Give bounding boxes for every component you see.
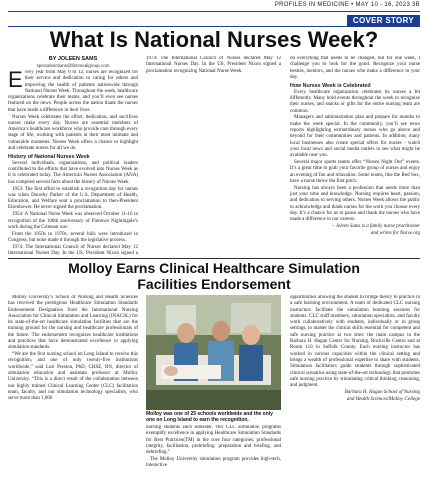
- timeline-1974: 1974: The International Council of Nurses declared May 12 International Nurses Day. In the US, President Nixon signed a: [8, 244, 138, 256]
- paragraph: nursing students each semester. Our CLC simulation programs exemplify excellence in applying Healthcare Simulation Standards for Best Practices(TM) in the core four categories: professional integrity, facilitation, prebriefing: preparation and briefing, and debriefing.”: [146, 425, 281, 456]
- article-column-1: [8, 70, 138, 256]
- byline-email: specialsections@libnmedigroup.com: [36, 63, 110, 68]
- story2-column-3: [290, 295, 420, 477]
- intro-paragraph: very year from May 6 to 12, nurses are recognized for their service and dedication to caring for others and improving the health of patients nationwide through National Nurses Week. Throughout the week, healthcare organizations celebrate their teams, and you’ll even see nurses featured on the news. People across the nation thank the nurses that have made a difference in their lives.: [8, 70, 138, 113]
- author-signature-2: and writes for Nurse.org: [370, 230, 420, 236]
- article-column-3: [290, 56, 420, 256]
- photo-illustration: [146, 295, 281, 410]
- paragraph: The Molloy University simulation program provides high-tech, interactive: [146, 456, 281, 469]
- header-rule: [8, 11, 420, 12]
- timeline-1953: 1953: The first effort to establish a recognition day for nurses was when Dorothy Parker of the U.S. Department of Health, Education, and Welfare sent a proclamation to then-President Eisenhower. He never signed the proclamation.: [8, 186, 138, 211]
- story2-headline-line2: Facilities Endorsement: [137, 276, 291, 292]
- subheading-how: How Nurses Week is Celebrated: [290, 82, 371, 89]
- byline-name: BY JOLEEN SAMS: [48, 56, 98, 62]
- photo-nursing-simulation: [146, 295, 281, 410]
- story-divider: [8, 258, 420, 259]
- paragraph: Molloy University’s School of Nursing and Health Sciences has received the prestigious Healthcare Simulation Standards Endorsement Designation from the International Nursing Association for Clinical Simulation and Learning (INACSL) for its state-of-the-art healthcare simulation facilities that are the training ground for the nursing and healthcare professionals of the future. The endorsement recognizes healthcare institutions and practices that have demonstrated excellence in applying simulation standards.: [8, 295, 138, 351]
- byline: [8, 56, 138, 69]
- timeline-1970s: From the 1950s to 1970s, several bills were introduced in Congress, but none made it through the legislative process.: [8, 231, 138, 243]
- subheading-history: History of National Nurses Week: [8, 153, 90, 160]
- paragraph: Nurses Week celebrates the effort, dedication, and sacrifices nurses make every day. Nurses are essential members of America’s healthcare workforce who provide care through every stage of life, working with patients at their most intimate and vulnerable moments. Nurses Week offers a chance to highlight and celebrate nurses for all we do.: [8, 114, 138, 152]
- story2-headline-line1: Molloy Earns Clinical Healthcare Simulation: [68, 260, 360, 276]
- article-column-2: [146, 56, 281, 256]
- page-header: [0, 0, 428, 14]
- story2-column-2: [146, 425, 281, 477]
- drop-cap: E: [8, 70, 23, 92]
- paragraph: “We are the first nursing school on Long Island to receive this recognition, and one of only twenty-five institutions worldwide,” said Lori Preston, PhD, CHSE, RN, director of simulation education and assistant professor at Molloy University. “This is a direct result of the collaboration between our highly trained Clinical Learning Center (CLC) facilitation team, faculty, and our simulation technology specialists, who serve more than 1,000: [8, 352, 138, 402]
- header-text: PROFILES IN MEDICINE • MAY 10 - 16, 2023 3B: [274, 2, 420, 8]
- paragraph: opportunities allowing the student to bridge theory to practice in a safe learning environment. A team of dedicated CLC nursing instructors facilitate the simulation learning sessions for students. CLC staff members, simulation specialists, and faculty work collaboratively with students, individually or in group settings, to master the clinical skills essential for competent and safe nursing practice at two sites: the main campus in the Barbara H. Hagan Center for Nursing, Rockville Centre and at Room 110 in Suffolk County. Each nursing instructor has worked in various capacities within the clinical setting and brings a wealth of professional expertise to share with students. Simulation facilitators guide students through sophisticated clinical scenarios using state-of-the-art technology that promotes safe nursing practice by stimulating critical thinking, reasoning, and judgment.: [290, 295, 420, 389]
- timeline-1954: 1954: A National Nurse Week was observed October 11-16 in recognition of the 100th anniversary of Florence Nightingale’s work during the Crimean war.: [8, 212, 138, 230]
- paragraph: on everything that needs to be changed, but for one week, I challenge you to look for the good. Recognize your nurse besties, mentors, and the nurses who make a difference in your day.: [290, 56, 420, 80]
- story2-column-1: [8, 295, 138, 475]
- photo-caption: Molloy was one of 25 schools worldwide and the only one on Long Island to earn the recognition.: [146, 411, 273, 423]
- story2-signature: Barbara H. Hagan School of Nursing: [344, 389, 420, 395]
- paragraph: Managers and administration plan and prepare for months to make the week special. In the community, you’ll see news reports highlighting extraordinary nurses who go above and beyond for their communities and patients. In addition, many local businesses also create special offers for nurses - watch your local news and social media outlets to see what might be available near you.: [290, 115, 420, 159]
- author-signature: – Joleen Sams is a family nurse practitioner: [331, 223, 420, 229]
- headline: What Is National Nurses Week?: [49, 27, 379, 52]
- paragraph: 1974: The International Council of Nurses declared May 12 International Nurses Day. In the US, President Nixon signed a proclamation recognizing National Nurse Week.: [146, 56, 281, 74]
- story2-headline: [0, 260, 428, 292]
- paragraph: Several individuals, organizations, and political leaders contributed to the efforts that have evolved into Nurses Week as it is celebrated today. The American Nurses Association (ANA) has compiled several facts about the history of Nurses Week.: [8, 160, 138, 185]
- paragraph: Several major sports teams offer “Nurses Night Out” events. It’s a great time to grab your favorite group of nurses and enjoy an evening of fun and relaxation. Some teams, like the Red Sox, have a nurse throw the first pitch.: [290, 159, 420, 184]
- story2-signature-2: and Health Sciences/Molloy College: [346, 396, 420, 402]
- section-tag: COVER STORY: [347, 15, 420, 27]
- paragraph: Nursing has always been a profession that needs more than just your time and knowledge. Nursing requires heart, passion, and dedication to serving others. Nurses Week allows the public to acknowledge and thank nurses for the work you choose every day. It’s a chance for us to pause and thank the nurses who have made a difference in our careers.: [290, 185, 420, 223]
- paragraph: Every healthcare organization celebrates its nurses a bit differently. Many hold events throughout the week to recognize their nurses, and snacks or gifts for the entire nursing team are common.: [290, 89, 420, 114]
